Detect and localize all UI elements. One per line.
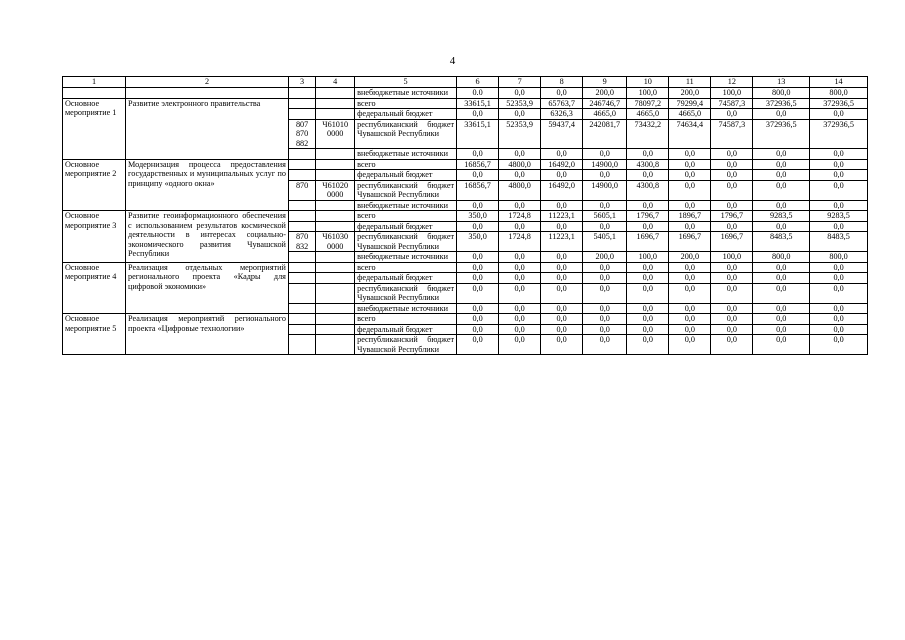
grbs-cell: 807 870 882	[288, 119, 315, 149]
grbs-cell	[288, 109, 315, 120]
budget-code-cell	[316, 335, 355, 355]
column-header: 2	[126, 77, 289, 88]
table-row	[63, 262, 868, 273]
budget-code-cell	[316, 159, 355, 170]
value-cell: 0,0	[541, 335, 583, 355]
budget-code-cell	[316, 98, 355, 109]
value-cell: 5605,1	[583, 211, 627, 222]
grbs-cell	[288, 149, 315, 160]
funding-source-cell: всего	[355, 314, 457, 325]
funding-source-cell: всего	[355, 211, 457, 222]
event-title-cell: Развитие электронного правительства	[126, 98, 289, 159]
value-cell: 0,0	[583, 335, 627, 355]
budget-code-cell	[316, 109, 355, 120]
value-cell: 0,0	[753, 109, 810, 120]
grbs-cell	[288, 283, 315, 303]
value-cell: 0,0	[457, 252, 499, 263]
value-cell: 0,0	[669, 335, 711, 355]
value-cell: 0,0	[627, 149, 669, 160]
grbs-cell	[288, 211, 315, 222]
value-cell: 0,0	[810, 273, 868, 284]
funding-source-cell: федеральный бюджет	[355, 170, 457, 181]
value-cell: 0,0	[711, 262, 753, 273]
value-cell: 200,0	[583, 252, 627, 263]
value-cell: 0,0	[457, 324, 499, 335]
value-cell: 0,0	[711, 314, 753, 325]
value-cell: 1796,7	[711, 211, 753, 222]
value-cell: 350,0	[457, 211, 499, 222]
program-budget-table	[62, 76, 868, 355]
value-cell: 200,0	[583, 88, 627, 99]
value-cell: 0,0	[583, 324, 627, 335]
column-header: 1	[63, 77, 126, 88]
value-cell: 52353,9	[499, 119, 541, 149]
funding-source-cell: республиканский бюджет Чувашской Республики	[355, 232, 457, 252]
event-title-cell	[126, 88, 289, 99]
table-header	[63, 77, 868, 88]
value-cell: 0,0	[753, 170, 810, 181]
value-cell: 0,0	[583, 149, 627, 160]
funding-source-cell: внебюджетные источники	[355, 200, 457, 211]
value-cell: 0,0	[457, 109, 499, 120]
value-cell: 74634,4	[669, 119, 711, 149]
value-cell: 59437,4	[541, 119, 583, 149]
budget-code-cell: Ч61030 0000	[316, 232, 355, 252]
value-cell: 0,0	[499, 262, 541, 273]
value-cell: 0,0	[753, 335, 810, 355]
value-cell: 8483,5	[810, 232, 868, 252]
column-header: 10	[627, 77, 669, 88]
value-cell: 16856,7	[457, 180, 499, 200]
value-cell: 16492,0	[541, 159, 583, 170]
value-cell: 0,0	[669, 180, 711, 200]
value-cell: 0,0	[810, 335, 868, 355]
value-cell: 0,0	[810, 170, 868, 181]
value-cell: 0,0	[541, 200, 583, 211]
funding-source-cell: федеральный бюджет	[355, 273, 457, 284]
funding-source-cell: всего	[355, 262, 457, 273]
funding-source-cell: всего	[355, 98, 457, 109]
value-cell: 0,0	[810, 324, 868, 335]
funding-source-cell: всего	[355, 159, 457, 170]
event-title-cell: Развитие геоинформационного обеспечения с использованием результатов космической деятельности в интересах социально-экономического развития Чувашской Республики	[126, 211, 289, 263]
value-cell: 33615,1	[457, 98, 499, 109]
value-cell: 0,0	[627, 200, 669, 211]
value-cell: 0,0	[541, 221, 583, 232]
column-header: 3	[288, 77, 315, 88]
value-cell: 0,0	[499, 283, 541, 303]
grbs-cell	[288, 98, 315, 109]
value-cell: 0,0	[711, 149, 753, 160]
budget-code-cell	[316, 221, 355, 232]
value-cell: 0,0	[669, 170, 711, 181]
event-name-cell: Основное мероприятие 1	[63, 98, 126, 159]
value-cell: 0,0	[627, 303, 669, 314]
grbs-cell	[288, 273, 315, 284]
value-cell: 65763,7	[541, 98, 583, 109]
value-cell: 74587,3	[711, 119, 753, 149]
budget-code-cell	[316, 149, 355, 160]
value-cell: 1696,7	[669, 232, 711, 252]
column-header: 4	[316, 77, 355, 88]
grbs-cell	[288, 170, 315, 181]
value-cell: 4300,8	[627, 159, 669, 170]
value-cell: 1724,8	[499, 232, 541, 252]
value-cell: 4800,0	[499, 180, 541, 200]
table-row	[63, 314, 868, 325]
value-cell: 0,0	[711, 200, 753, 211]
value-cell: 0,0	[499, 170, 541, 181]
value-cell: 0,0	[810, 262, 868, 273]
budget-code-cell	[316, 283, 355, 303]
column-header: 11	[669, 77, 711, 88]
value-cell: 0,0	[627, 273, 669, 284]
event-name-cell: Основное мероприятие 4	[63, 262, 126, 314]
value-cell: 1896,7	[669, 211, 711, 222]
funding-source-cell: внебюджетные источники	[355, 252, 457, 263]
value-cell: 0,0	[457, 262, 499, 273]
budget-code-cell	[316, 88, 355, 99]
value-cell: 0,0	[669, 200, 711, 211]
value-cell: 0,0	[753, 314, 810, 325]
value-cell: 14900,0	[583, 180, 627, 200]
event-name-cell: Основное мероприятие 3	[63, 211, 126, 263]
event-name-cell: Основное мероприятие 2	[63, 159, 126, 211]
value-cell: 0,0	[583, 200, 627, 211]
value-cell: 4665,0	[627, 109, 669, 120]
value-cell: 0,0	[583, 170, 627, 181]
value-cell: 0,0	[669, 314, 711, 325]
table-row	[63, 98, 868, 109]
value-cell: 0,0	[711, 109, 753, 120]
value-cell: 0,0	[457, 335, 499, 355]
budget-code-cell	[316, 303, 355, 314]
value-cell: 1696,7	[627, 232, 669, 252]
budget-code-cell	[316, 262, 355, 273]
value-cell: 0,0	[541, 252, 583, 263]
grbs-cell	[288, 335, 315, 355]
value-cell: 0,0	[753, 149, 810, 160]
value-cell: 74587,3	[711, 98, 753, 109]
value-cell: 1724,8	[499, 211, 541, 222]
column-header: 8	[541, 77, 583, 88]
value-cell: 0,0	[711, 324, 753, 335]
value-cell: 0,0	[583, 262, 627, 273]
value-cell: 100,0	[627, 88, 669, 99]
column-header: 5	[355, 77, 457, 88]
value-cell: 78097,2	[627, 98, 669, 109]
grbs-cell	[288, 324, 315, 335]
funding-source-cell: федеральный бюджет	[355, 109, 457, 120]
value-cell: 0,0	[541, 273, 583, 284]
value-cell: 0,0	[753, 159, 810, 170]
value-cell: 0,0	[627, 283, 669, 303]
value-cell: 0,0	[457, 273, 499, 284]
value-cell: 0,0	[541, 324, 583, 335]
column-header: 6	[457, 77, 499, 88]
funding-source-cell: внебюджетные источники	[355, 149, 457, 160]
value-cell: 0,0	[627, 324, 669, 335]
event-name-cell: Основное мероприятие 5	[63, 314, 126, 355]
value-cell: 0,0	[583, 221, 627, 232]
value-cell: 0,0	[810, 200, 868, 211]
value-cell: 0,0	[753, 200, 810, 211]
value-cell: 0,0	[499, 324, 541, 335]
value-cell: 0,0	[499, 252, 541, 263]
value-cell: 0,0	[669, 221, 711, 232]
value-cell: 0,0	[669, 262, 711, 273]
column-header: 13	[753, 77, 810, 88]
table-row	[63, 159, 868, 170]
value-cell: 0,0	[669, 149, 711, 160]
value-cell: 0,0	[810, 221, 868, 232]
value-cell: 52353,9	[499, 98, 541, 109]
value-cell: 0,0	[499, 314, 541, 325]
value-cell: 0,0	[583, 314, 627, 325]
value-cell: 0,0	[499, 109, 541, 120]
value-cell: 100,0	[627, 252, 669, 263]
value-cell: 0,0	[753, 303, 810, 314]
funding-source-cell: внебюджетные источники	[355, 88, 457, 99]
value-cell: 0,0	[627, 221, 669, 232]
value-cell: 0,0	[669, 273, 711, 284]
value-cell: 100,0	[711, 88, 753, 99]
value-cell: 11223,1	[541, 232, 583, 252]
value-cell: 0,0	[541, 170, 583, 181]
value-cell: 0,0	[669, 283, 711, 303]
value-cell: 0,0	[457, 283, 499, 303]
value-cell: 0,0	[711, 335, 753, 355]
event-title-cell: Реализация отдельных мероприятий регионального проекта «Кадры для цифровой экономики»	[126, 262, 289, 314]
value-cell: 0,0	[810, 180, 868, 200]
value-cell: 0,0	[457, 314, 499, 325]
value-cell: 0,0	[669, 303, 711, 314]
budget-code-cell	[316, 314, 355, 325]
budget-code-cell	[316, 211, 355, 222]
value-cell: 9283,5	[810, 211, 868, 222]
value-cell: 0,0	[810, 109, 868, 120]
value-cell: 372936,5	[810, 98, 868, 109]
value-cell: 0,0	[810, 314, 868, 325]
value-cell: 0,0	[541, 303, 583, 314]
value-cell: 0,0	[810, 159, 868, 170]
value-cell: 0,0	[711, 283, 753, 303]
grbs-cell: 870 832	[288, 232, 315, 252]
value-cell: 0,0	[711, 273, 753, 284]
value-cell: 0,0	[753, 221, 810, 232]
value-cell: 4665,0	[669, 109, 711, 120]
value-cell: 0,0	[457, 303, 499, 314]
event-name-cell	[63, 88, 126, 99]
column-header: 12	[711, 77, 753, 88]
value-cell: 0,0	[711, 170, 753, 181]
budget-code-cell	[316, 170, 355, 181]
value-cell: 0,0	[457, 149, 499, 160]
column-header: 9	[583, 77, 627, 88]
value-cell: 0,0	[499, 273, 541, 284]
table-row	[63, 211, 868, 222]
grbs-cell	[288, 252, 315, 263]
value-cell: 372936,5	[753, 98, 810, 109]
grbs-cell	[288, 159, 315, 170]
value-cell: 0,0	[810, 303, 868, 314]
value-cell: 0,0	[541, 314, 583, 325]
funding-source-cell: республиканский бюджет Чувашской Республики	[355, 283, 457, 303]
value-cell: 0,0	[627, 335, 669, 355]
funding-source-cell: республиканский бюджет Чувашской Республики	[355, 335, 457, 355]
value-cell: 8483,5	[753, 232, 810, 252]
grbs-cell	[288, 303, 315, 314]
value-cell: 0,0	[711, 303, 753, 314]
grbs-cell	[288, 221, 315, 232]
value-cell: 0,0	[753, 324, 810, 335]
grbs-cell	[288, 262, 315, 273]
funding-source-cell: республиканский бюджет Чувашской Республики	[355, 119, 457, 149]
value-cell: 0,0	[541, 283, 583, 303]
budget-code-cell	[316, 252, 355, 263]
value-cell: 0,0	[541, 262, 583, 273]
budget-code-cell: Ч61010 0000	[316, 119, 355, 149]
value-cell: 0,0	[499, 335, 541, 355]
value-cell: 0,0	[753, 283, 810, 303]
value-cell: 0,0	[457, 170, 499, 181]
value-cell: 800,0	[753, 252, 810, 263]
value-cell: 1796,7	[627, 211, 669, 222]
value-cell: 350,0	[457, 232, 499, 252]
value-cell: 0,0	[711, 159, 753, 170]
value-cell: 4300,8	[627, 180, 669, 200]
value-cell: 0,0	[753, 262, 810, 273]
value-cell: 0.0	[457, 88, 499, 99]
value-cell: 0,0	[583, 273, 627, 284]
value-cell: 0,0	[499, 200, 541, 211]
value-cell: 0,0	[457, 200, 499, 211]
value-cell: 73432,2	[627, 119, 669, 149]
value-cell: 4800,0	[499, 159, 541, 170]
value-cell: 800,0	[810, 252, 868, 263]
funding-source-cell: республиканский бюджет Чувашской Республики	[355, 180, 457, 200]
page-number: 4	[449, 55, 456, 67]
value-cell: 9283,5	[753, 211, 810, 222]
value-cell: 0,0	[711, 180, 753, 200]
value-cell: 79299,4	[669, 98, 711, 109]
value-cell: 200,0	[669, 88, 711, 99]
value-cell: 0,0	[499, 88, 541, 99]
value-cell: 0,0	[583, 303, 627, 314]
value-cell: 0,0	[753, 273, 810, 284]
value-cell: 0,0	[711, 221, 753, 232]
value-cell: 372936,5	[810, 119, 868, 149]
funding-source-cell: федеральный бюджет	[355, 324, 457, 335]
value-cell: 0,0	[499, 149, 541, 160]
budget-code-cell	[316, 273, 355, 284]
value-cell: 0,0	[627, 314, 669, 325]
event-title-cell: Модернизация процесса предоставления государственных и муниципальных услуг по принципу «одного окна»	[126, 159, 289, 211]
value-cell: 4665,0	[583, 109, 627, 120]
value-cell: 246746,7	[583, 98, 627, 109]
value-cell: 0,0	[499, 303, 541, 314]
value-cell: 6326,3	[541, 109, 583, 120]
value-cell: 0,0	[541, 88, 583, 99]
value-cell: 100,0	[711, 252, 753, 263]
value-cell: 0,0	[669, 159, 711, 170]
grbs-cell	[288, 200, 315, 211]
grbs-cell	[288, 88, 315, 99]
value-cell: 0,0	[810, 283, 868, 303]
value-cell: 0,0	[669, 324, 711, 335]
value-cell: 372936,5	[753, 119, 810, 149]
value-cell: 800,0	[810, 88, 868, 99]
value-cell: 1696,7	[711, 232, 753, 252]
value-cell: 0,0	[457, 221, 499, 232]
value-cell: 0,0	[583, 283, 627, 303]
table-row	[63, 88, 868, 99]
value-cell: 200,0	[669, 252, 711, 263]
value-cell: 800,0	[753, 88, 810, 99]
value-cell: 0,0	[627, 262, 669, 273]
value-cell: 16856,7	[457, 159, 499, 170]
value-cell: 0,0	[499, 221, 541, 232]
column-header: 14	[810, 77, 868, 88]
grbs-cell	[288, 314, 315, 325]
value-cell: 242081,7	[583, 119, 627, 149]
funding-source-cell: внебюджетные источники	[355, 303, 457, 314]
value-cell: 0,0	[627, 170, 669, 181]
value-cell: 11223,1	[541, 211, 583, 222]
value-cell: 5405,1	[583, 232, 627, 252]
funding-source-cell: федеральный бюджет	[355, 221, 457, 232]
budget-code-cell	[316, 324, 355, 335]
budget-code-cell	[316, 200, 355, 211]
value-cell: 0,0	[810, 149, 868, 160]
value-cell: 33615,1	[457, 119, 499, 149]
value-cell: 0,0	[753, 180, 810, 200]
column-header: 7	[499, 77, 541, 88]
event-title-cell: Реализация мероприятий регионального проекта «Цифровые технологии»	[126, 314, 289, 355]
grbs-cell: 870	[288, 180, 315, 200]
value-cell: 16492,0	[541, 180, 583, 200]
value-cell: 0,0	[541, 149, 583, 160]
value-cell: 14900,0	[583, 159, 627, 170]
budget-code-cell: Ч61020 0000	[316, 180, 355, 200]
